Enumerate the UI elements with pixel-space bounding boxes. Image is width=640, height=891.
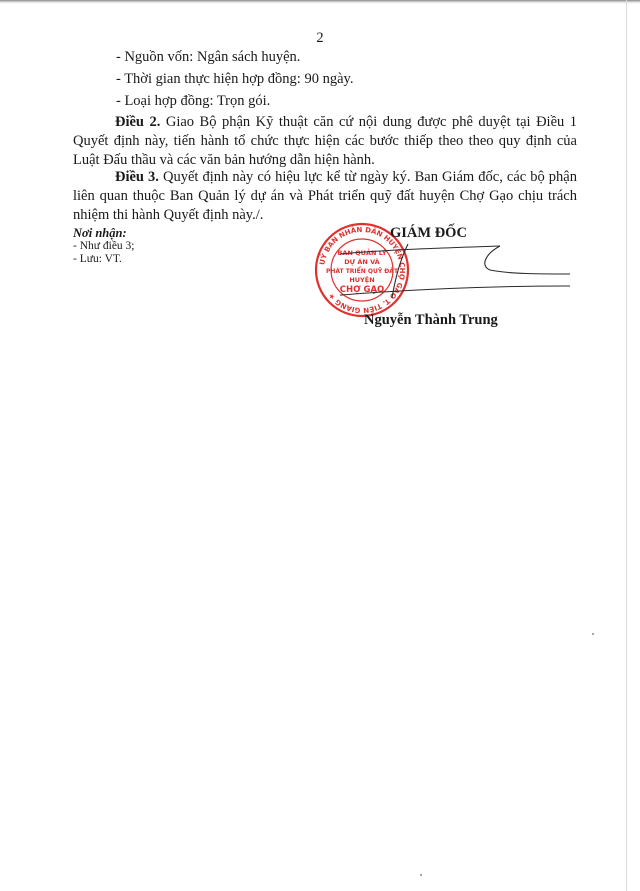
article-2-text: Giao Bộ phận Kỹ thuật căn cứ nội dung được phê duyệt tại Điều 1 Quyết định này, tiến hành tổ chức thực hiện các bước thiếp theo theo quy định của Luật Đấu thầu và các văn bản hướng dẫn hiện hành. bbox=[73, 114, 578, 168]
contract-type-line: - Loại hợp đồng: Trọn gói. bbox=[116, 93, 271, 109]
signer-title: GIÁM ĐỐC bbox=[390, 225, 467, 241]
article-2-label: Điều 2. bbox=[115, 114, 161, 130]
svg-text:CHỢ GẠO: CHỢ GẠO bbox=[339, 285, 385, 295]
recipient-item: - Lưu: VT. bbox=[73, 253, 122, 265]
page-top-shadow bbox=[0, 0, 640, 4]
svg-text:UỶ BAN NHÂN DÂN HUYỆN CHỢ GẠO: UỶ BAN NHÂN DÂN HUYỆN CHỢ GẠO T. TIỀN GIANG ★ bbox=[318, 225, 407, 315]
page-number: 2 bbox=[316, 30, 324, 46]
page-right-edge bbox=[626, 0, 627, 891]
recipients-block bbox=[73, 227, 135, 266]
contract-duration-line: - Thời gian thực hiện hợp đồng: 90 ngày. bbox=[116, 71, 354, 87]
article-3 bbox=[73, 168, 577, 225]
svg-text:PHÁT TRIỂN QUỸ ĐẤT: PHÁT TRIỂN QUỸ ĐẤT bbox=[325, 268, 399, 275]
scan-speck bbox=[592, 633, 594, 635]
article-3-label: Điều 3. bbox=[115, 169, 159, 185]
funding-source-line: - Nguồn vốn: Ngân sách huyện. bbox=[116, 49, 301, 65]
svg-text:DỰ ÁN VÀ: DỰ ÁN VÀ bbox=[344, 258, 380, 266]
handwritten-signature bbox=[340, 240, 570, 300]
recipient-item: - Như điều 3; bbox=[73, 240, 135, 252]
svg-text:BAN QUẢN LÝ: BAN QUẢN LÝ bbox=[337, 249, 387, 257]
article-2 bbox=[73, 113, 577, 170]
scan-speck bbox=[420, 874, 422, 876]
signer-name: Nguyễn Thành Trung bbox=[364, 312, 498, 328]
svg-text:HUYỆN: HUYỆN bbox=[349, 276, 375, 284]
recipients-title: Nơi nhận: bbox=[73, 226, 127, 240]
article-3-text: Quyết định này có hiệu lực kể từ ngày ký. Ban Giám đốc, các bộ phận liên quan thuộc Ban Quản lý dự án và Phát triển quỹ đất huyện Chợ Gạo chịu trách nhiệm thi hành Quyết định này./. bbox=[73, 169, 577, 223]
